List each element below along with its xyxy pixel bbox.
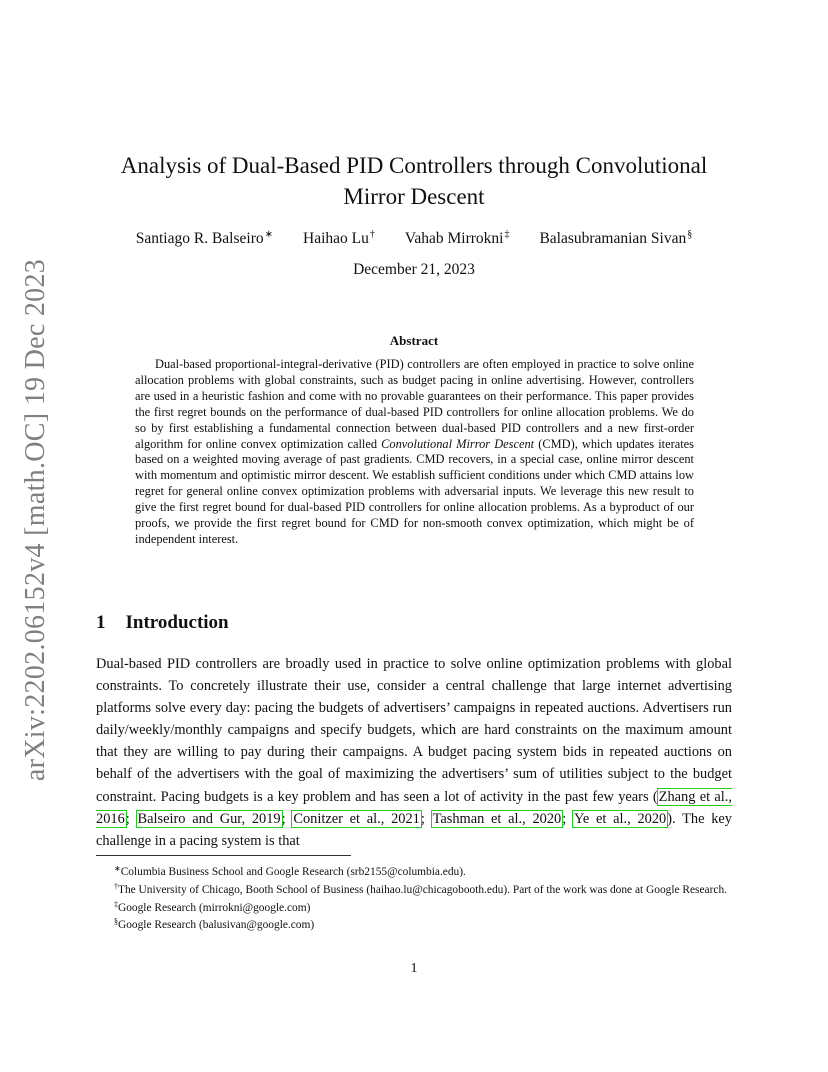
citation-link[interactable]: Conitzer et al., 2021 bbox=[293, 810, 420, 827]
section-number: 1 bbox=[96, 612, 106, 633]
citation-link[interactable]: Balseiro and Gur, 2019 bbox=[137, 810, 281, 827]
citation-link[interactable]: Tashman et al., 2020 bbox=[432, 810, 562, 827]
author: Balasubramanian Sivan§ bbox=[539, 229, 693, 247]
footnote: †The University of Chicago, Booth School of Business (haihao.lu@chicagobooth.edu). Part of the work was done at Google Research. bbox=[114, 881, 727, 896]
author-list bbox=[96, 229, 732, 248]
abstract-text: Dual-based proportional-integral-derivative (PID) controllers are often employed in practice to solve online allocation problems with global constraints, such as budget pacing in online advertising. However, controllers are used in a heuristic fashion and come with no provable guarantees on their performance. This paper provides the first regret bounds on the performance of dual-based PID controllers for online allocation problems. We do so by first establishing a fundamental connection between dual-based PID controllers and a new first-order algorithm for online convex optimization called Convolutional Mirror Descent (CMD), which updates iterates based on a weighted moving average of past gradients. CMD recovers, in a special case, online mirror descent with momentum and optimistic mirror descent. We establish sufficient conditions under which CMD attains low regret for general online convex optimization problems with adversarial inputs. We leverage this new result to give the first regret bound for dual-based PID controllers for online allocation problems. As a byproduct of our proofs, we provide the first regret bound for CMD for non-smooth convex optimization, which might be of independent interest. bbox=[135, 357, 694, 546]
title-line-1: Analysis of Dual-Based PID Controllers through Convolutional bbox=[120, 153, 708, 178]
footnote-divider bbox=[96, 855, 351, 856]
page-number: 1 bbox=[410, 961, 418, 976]
arxiv-sidebar bbox=[15, 258, 57, 782]
section-title: Introduction bbox=[125, 612, 229, 633]
paper-title bbox=[96, 150, 732, 212]
arxiv-identifier: arXiv:2202.06152v4 [math.OC] 19 Dec 2023 bbox=[20, 258, 52, 782]
abstract-heading: Abstract bbox=[389, 333, 439, 348]
footnote: §Google Research (balusivan@google.com) bbox=[114, 917, 315, 932]
footnote: ∗Columbia Business School and Google Research (srb2155@columbia.edu). bbox=[114, 864, 466, 878]
footnotes bbox=[96, 862, 732, 933]
author: Vahab Mirrokni‡ bbox=[404, 229, 510, 247]
author: Santiago R. Balseiro∗ bbox=[135, 229, 274, 247]
footnote: ‡Google Research (mirrokni@google.com) bbox=[114, 899, 311, 914]
title-line-2: Mirror Descent bbox=[343, 184, 485, 209]
citation-link[interactable]: Zhang et al., 2016 bbox=[96, 788, 732, 827]
author: Haihao Lu† bbox=[303, 229, 375, 247]
introduction-paragraph: Dual-based PID controllers are broadly used in practice to solve online optimization problems with global constraints. To concretely illustrate their use, consider a central challenge that large internet advertising platforms solve every day: pacing the budgets of advertisers’ campaigns in repeated auctions. Advertisers run daily/weekly/monthly campaigns and specify budgets, which are hard constraints on the maximum amount that they are willing to pay during their campaigns. A budget pacing system bids in repeated auctions on behalf of the advertisers with the goal of maximizing the advertisers’ sum of utilities subject to the budget constraint. Pacing budgets is a key problem and has seen a lot of activity in the past few years (Zhang et al., 2016; Balseiro and Gur, 2019; Conitzer et al., 2021; Tashman et al., 2020; Ye et al., 2020). The key challenge in a pacing system is that bbox=[96, 656, 732, 849]
paper-date: December 21, 2023 bbox=[353, 261, 475, 278]
section-heading bbox=[96, 612, 229, 634]
citation-link[interactable]: Ye et al., 2020 bbox=[573, 810, 667, 827]
